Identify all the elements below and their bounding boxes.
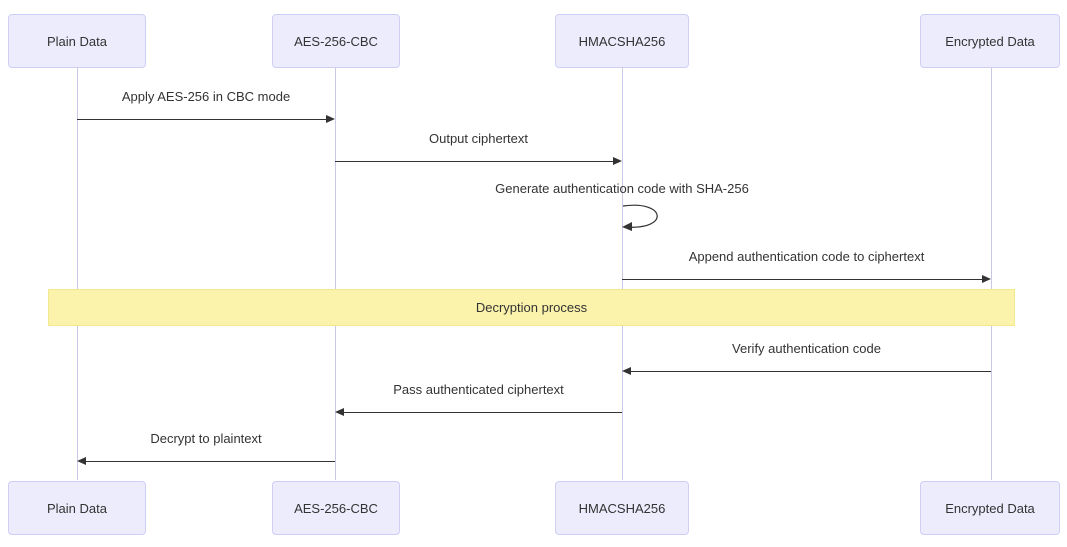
arrow-head-icon bbox=[622, 367, 631, 375]
actor-bottom-aes-256-cbc[interactable] bbox=[272, 481, 400, 535]
actor-label: Plain Data bbox=[47, 500, 107, 516]
arrow-head-icon bbox=[982, 275, 991, 283]
actor-label: AES-256-CBC bbox=[294, 33, 378, 49]
message-arrow-pass-authenticated-ciphertext bbox=[344, 412, 622, 413]
message-text: Verify authentication code bbox=[732, 341, 881, 356]
lifeline-aes-256-cbc bbox=[335, 68, 336, 480]
message-label-append-authentication-code-to-ciphertext bbox=[622, 249, 991, 264]
actor-label: Plain Data bbox=[47, 33, 107, 49]
actor-bottom-plain-data[interactable] bbox=[8, 481, 146, 535]
actor-bottom-encrypted-data[interactable] bbox=[920, 481, 1060, 535]
actor-label: AES-256-CBC bbox=[294, 500, 378, 516]
actor-top-plain-data[interactable] bbox=[8, 14, 146, 68]
message-label-verify-authentication-code bbox=[622, 341, 991, 356]
message-arrow-decrypt-to-plaintext bbox=[86, 461, 335, 462]
message-text: Decrypt to plaintext bbox=[150, 431, 262, 446]
actor-top-hmacsha256[interactable] bbox=[555, 14, 689, 68]
message-arrow-append-authentication-code-to-ciphertext bbox=[622, 279, 982, 280]
message-arrow-apply-aes-256-in-cbc-mode bbox=[77, 119, 326, 120]
message-text: Pass authenticated ciphertext bbox=[393, 382, 564, 397]
arrow-head-icon bbox=[613, 157, 622, 165]
note-decryption-process bbox=[48, 289, 1015, 326]
actor-label: HMACSHA256 bbox=[578, 500, 666, 516]
arrow-head-icon bbox=[77, 457, 86, 465]
message-text: Generate authentication code with SHA-256 bbox=[495, 181, 749, 196]
actor-label: Encrypted Data bbox=[945, 500, 1035, 516]
message-label-output-ciphertext bbox=[335, 131, 622, 146]
message-text: Apply AES-256 in CBC mode bbox=[121, 89, 291, 104]
lifeline-hmacsha256 bbox=[622, 68, 623, 480]
message-arrow-output-ciphertext bbox=[335, 161, 613, 162]
actor-label: HMACSHA256 bbox=[578, 33, 666, 49]
lifeline-encrypted-data bbox=[991, 68, 992, 480]
message-arrow-self-loop-generate-authentication-code bbox=[620, 200, 680, 236]
message-label-decrypt-to-plaintext bbox=[77, 431, 335, 446]
message-text: Append authentication code to ciphertext bbox=[688, 249, 925, 264]
lifeline-plain-data bbox=[77, 68, 78, 480]
message-arrow-verify-authentication-code bbox=[631, 371, 991, 372]
actor-top-aes-256-cbc[interactable] bbox=[272, 14, 400, 68]
actor-bottom-hmacsha256[interactable] bbox=[555, 481, 689, 535]
arrow-head-icon bbox=[335, 408, 344, 416]
actor-top-encrypted-data[interactable] bbox=[920, 14, 1060, 68]
message-label-pass-authenticated-ciphertext bbox=[335, 382, 622, 397]
message-label-generate-authentication-code-with-sha-256 bbox=[477, 181, 767, 196]
arrow-head-icon bbox=[326, 115, 335, 123]
message-label-apply-aes-256-in-cbc-mode bbox=[77, 89, 335, 104]
note-label: Decryption process bbox=[475, 300, 588, 315]
message-text: Output ciphertext bbox=[429, 131, 528, 146]
actor-label: Encrypted Data bbox=[945, 33, 1035, 49]
